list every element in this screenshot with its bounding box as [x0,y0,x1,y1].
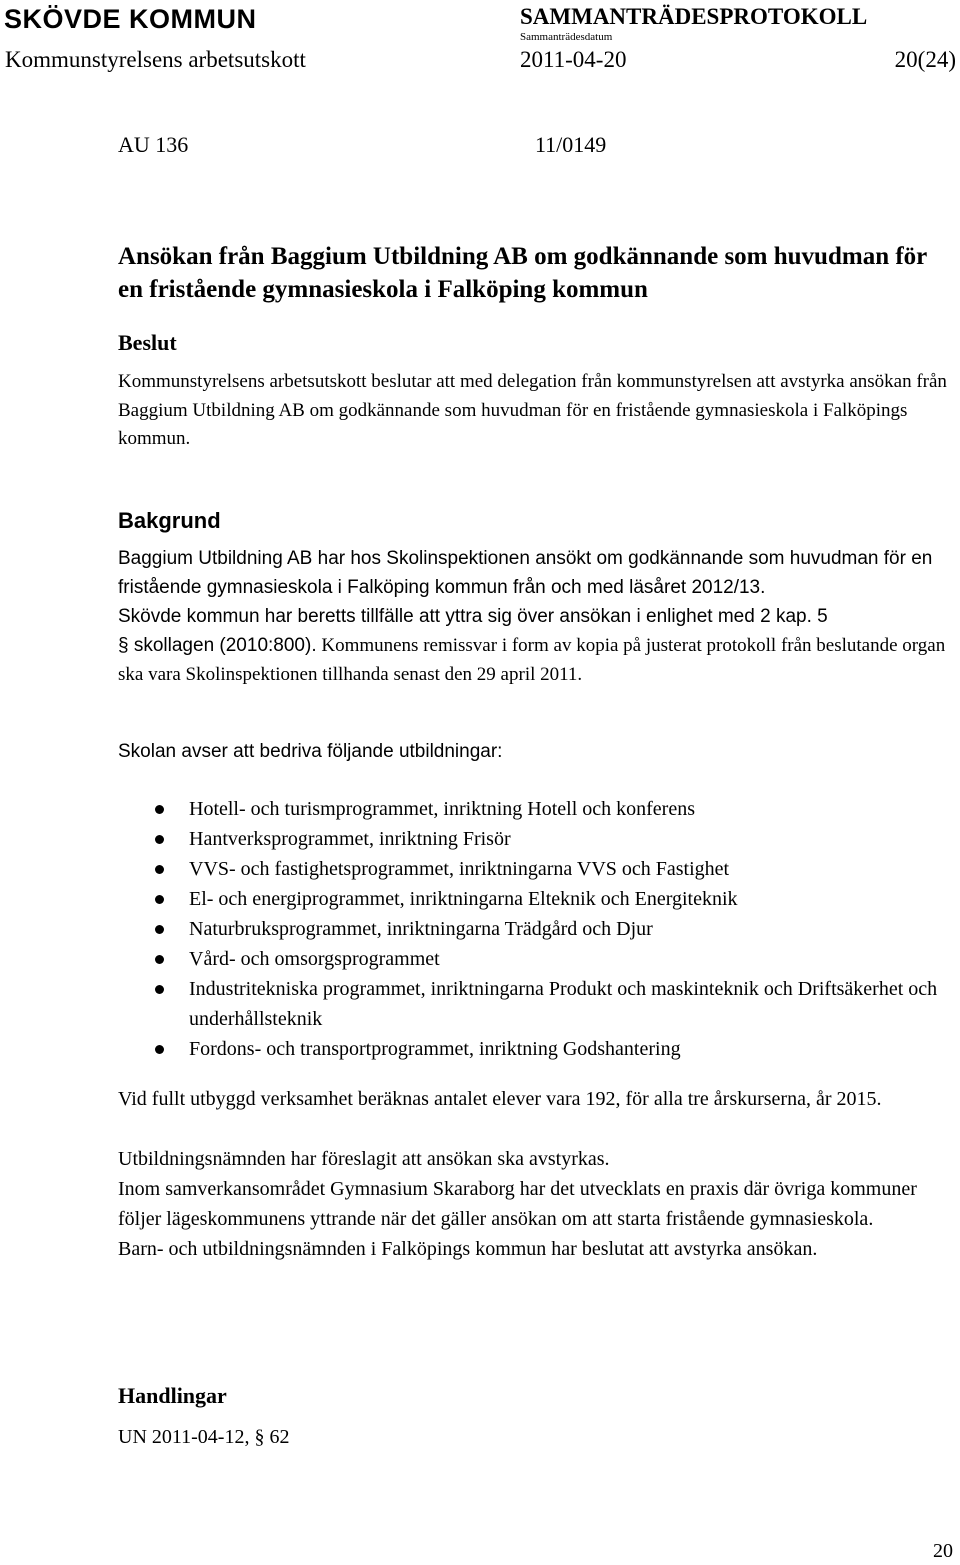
list-item [155,944,945,974]
closing-paragraph-2: Inom samverkansområdet Gymnasium Skaraborg har det utvecklats en praxis där övriga kommuner följer lägeskommunens yttrande när det gäller ansökan om att starta fristående gymnasieskola. [118,1178,917,1230]
remiss-text-a: Skövde kommun har beretts tillfälle att yttra sig över ansökan i enlighet med 2 kap. 5 [118,606,828,627]
municipality-logo: SKÖVDE KOMMUN [4,4,257,34]
bullet-icon [155,835,164,844]
program-name: Hotell- och turismprogrammet, inriktning Hotell och konferens [189,798,695,820]
closing-paragraph-1: Utbildningsnämnden har föreslagit att ansökan ska avstyrkas. [118,1148,610,1170]
program-name: Vård- och omsorgsprogrammet [189,948,440,970]
bullet-icon [155,985,164,994]
beslut-text: Kommunstyrelsens arbetsutskott beslutar att med delegation från kommunstyrelsen att avstyrka ansökan från Baggium Utbildning AB om godkännande som huvudman för en fristående gymnasieskola i Falköpings kommun. [118,371,947,449]
beslut-heading: Beslut [118,330,177,355]
bullet-icon [155,925,164,934]
bakgrund-paragraph-1: Baggium Utbildning AB har hos Skolinspektionen ansökt om godkännande som huvudman för en fristående gymnasieskola i Falköping kommun från och med läsåret 2012/13. [118,548,933,598]
list-item [155,914,945,944]
list-item [155,794,945,824]
reference-text-a: UN 2011-04-12, [118,1426,255,1448]
footer-page-number: 20 [933,1540,953,1562]
list-item [155,854,945,884]
programs-list [155,794,945,1064]
date-label: Sammanträdesdatum [520,31,613,43]
section-sign: § [118,635,129,656]
program-name: Industritekniska programmet, inriktningarna Produkt och maskinteknik och Driftsäkerhet och underhållsteknik [189,978,938,1030]
program-name: VVS- och fastighetsprogrammet, inriktningarna VVS och Fastighet [189,858,730,880]
bakgrund-paragraph-2 [118,602,958,689]
page-indicator: 20(24) [894,47,956,72]
bullet-icon [155,865,164,874]
handlingar-reference [118,1426,289,1449]
bullet-icon [155,1045,164,1054]
programs-intro: Skolan avser att bedriva följande utbildningar: [118,741,503,762]
bullet-icon [155,805,164,814]
bullet-icon [155,895,164,904]
bakgrund-heading: Bakgrund [118,508,221,533]
case-title: Ansökan från Baggium Utbildning AB om godkännande som huvudman för en fristående gymnasieskola i Falköping kommun [118,243,927,303]
list-item [155,1034,945,1064]
remiss-text-b: skollagen (2010:800). [128,635,317,656]
diary-number: 11/0149 [535,132,607,157]
bullet-icon [155,955,164,964]
list-item [155,824,945,854]
list-item [155,884,945,914]
meeting-date: 2011-04-20 [520,47,627,72]
program-name: El- och energiprogrammet, inriktningarna Elteknik och Energiteknik [189,888,738,910]
program-name: Fordons- och transportprogrammet, inriktning Godshantering [189,1038,681,1060]
document-type: SAMMANTRÄDESPROTOKOLL [520,4,868,29]
reference-text-b: 62 [264,1426,290,1448]
closing-paragraph-3: Barn- och utbildningsnämnden i Falköpings kommun har beslutat att avstyrka ansökan. [118,1238,818,1260]
program-name: Hantverksprogrammet, inriktning Frisör [189,828,511,850]
list-item [155,974,945,1034]
handlingar-heading: Handlingar [118,1383,227,1408]
remiss-text-c: Kommunens remissvar i form av kopia på justerat protokoll från beslutande organ ska vara Skolinspektionen tillhanda senast den 29 april 2011. [118,635,946,685]
students-paragraph: Vid fullt utbyggd verksamhet beräknas antalet elever vara 192, för alla tre årskurserna, år 2015. [118,1088,882,1110]
committee-name: Kommunstyrelsens arbetsutskott [5,47,306,72]
au-number: AU 136 [118,132,189,157]
bakgrund-text [118,544,958,689]
closing-text [118,1084,938,1264]
program-name: Naturbruksprogrammet, inriktningarna Trädgård och Djur [189,918,653,940]
section-sign: § [254,1426,265,1448]
